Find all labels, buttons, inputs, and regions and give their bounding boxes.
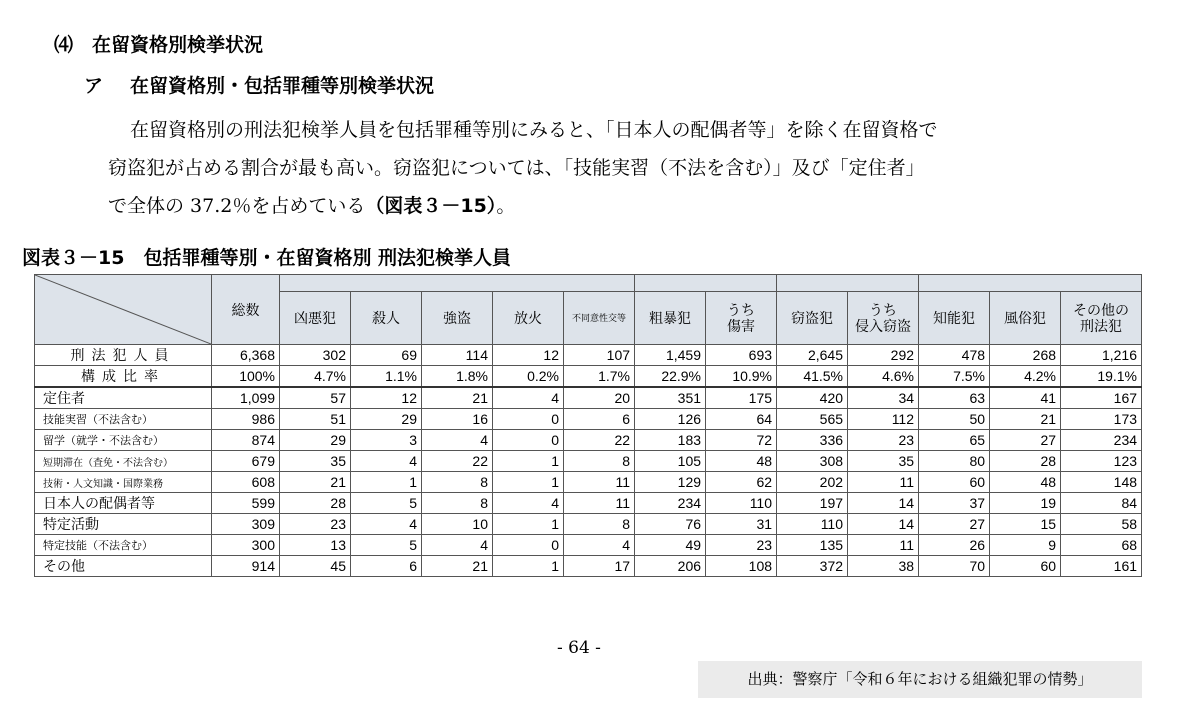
header-robbery: 強盗 <box>422 292 493 345</box>
header-intellectual: 知能犯 <box>919 292 990 345</box>
table-cell: 4 <box>422 535 493 556</box>
table-cell: 608 <box>212 472 280 493</box>
table-cell: 8 <box>564 451 635 472</box>
ratio-cell: 4.7% <box>280 366 351 388</box>
paragraph-line-3: で全体の 37.2％を占めている（図表３－15）。 <box>108 195 516 217</box>
table-cell: 35 <box>280 451 351 472</box>
table-cell: 19 <box>990 493 1061 514</box>
paragraph-line-2: 窃盗犯が占める割合が最も高い。窃盗犯については、「技能実習（不法を含む）」及び「定住者」 <box>108 157 925 179</box>
table-cell: 14 <box>848 493 919 514</box>
table-cell: 41 <box>990 387 1061 409</box>
summary-cell: 693 <box>706 345 777 366</box>
table-row <box>35 387 1142 409</box>
table-cell: 76 <box>635 514 706 535</box>
table-cell: 4 <box>351 451 422 472</box>
summary-cell: 2,645 <box>777 345 848 366</box>
table-cell: 135 <box>777 535 848 556</box>
table-row <box>35 430 1142 451</box>
header-heinous: 凶悪犯 <box>280 292 351 345</box>
table-cell: 4 <box>422 430 493 451</box>
table-cell: 161 <box>1061 556 1142 577</box>
table-cell: 21 <box>422 556 493 577</box>
ratio-cell: 0.2% <box>493 366 564 388</box>
row-label: 特定技能（不法含む） <box>35 535 212 556</box>
table-cell: 105 <box>635 451 706 472</box>
figure-caption: 図表３－15 包括罪種等別・在留資格別 刑法犯検挙人員 <box>22 247 512 269</box>
header-group-violent <box>635 275 777 292</box>
diagonal-line <box>35 275 211 344</box>
header-top-row <box>35 275 1142 292</box>
header-sexual: 不同意性交等 <box>564 292 635 345</box>
table-cell: 37 <box>919 493 990 514</box>
table-cell: 48 <box>990 472 1061 493</box>
table-cell: 28 <box>280 493 351 514</box>
ratio-cell: 22.9% <box>635 366 706 388</box>
table-cell: 8 <box>422 472 493 493</box>
header-group-others <box>919 275 1142 292</box>
table-row <box>35 451 1142 472</box>
header-group-heinous <box>280 275 635 292</box>
table-cell: 167 <box>1061 387 1142 409</box>
table-cell: 23 <box>848 430 919 451</box>
summary-cell: 1,459 <box>635 345 706 366</box>
table-cell: 13 <box>280 535 351 556</box>
summary-cell: 302 <box>280 345 351 366</box>
table-cell: 21 <box>280 472 351 493</box>
header-burglary: うち 侵入窃盗 <box>848 292 919 345</box>
table-cell: 22 <box>564 430 635 451</box>
ratio-cell: 1.8% <box>422 366 493 388</box>
table-cell: 9 <box>990 535 1061 556</box>
summary-cell: 268 <box>990 345 1061 366</box>
table-row <box>35 472 1142 493</box>
table-cell: 234 <box>635 493 706 514</box>
summary-cell: 114 <box>422 345 493 366</box>
header-total: 総数 <box>212 275 280 345</box>
header-violent: 粗暴犯 <box>635 292 706 345</box>
table-cell: 0 <box>493 430 564 451</box>
table-cell: 126 <box>635 409 706 430</box>
table-cell: 1 <box>493 514 564 535</box>
table-cell: 4 <box>493 387 564 409</box>
summary-cell: 12 <box>493 345 564 366</box>
row-label: 短期滞在（査免・不法含む） <box>35 451 212 472</box>
table-cell: 22 <box>422 451 493 472</box>
summary-cell: 107 <box>564 345 635 366</box>
subsection-mark: ア <box>84 75 104 97</box>
table-cell: 27 <box>990 430 1061 451</box>
table-cell: 60 <box>919 472 990 493</box>
subsection-title: 在留資格別・包括罪種等別検挙状況 <box>130 75 435 97</box>
table-cell: 5 <box>351 535 422 556</box>
table-cell: 300 <box>212 535 280 556</box>
table-cell: 8 <box>422 493 493 514</box>
section-title: ⑷ 在留資格別検挙状況 <box>54 34 264 56</box>
table-cell: 420 <box>777 387 848 409</box>
row-label: 日本人の配偶者等 <box>35 493 212 514</box>
summary-cell: 478 <box>919 345 990 366</box>
row-label: 特定活動 <box>35 514 212 535</box>
header-morals: 風俗犯 <box>990 292 1061 345</box>
table-cell: 112 <box>848 409 919 430</box>
table-cell: 6 <box>351 556 422 577</box>
table-cell: 28 <box>990 451 1061 472</box>
table-cell: 1 <box>493 472 564 493</box>
page-number: - 64 - <box>557 638 601 658</box>
row-label: その他 <box>35 556 212 577</box>
table-cell: 309 <box>212 514 280 535</box>
table-cell: 51 <box>280 409 351 430</box>
table-cell: 6 <box>564 409 635 430</box>
arrest-table <box>34 274 1142 577</box>
table-cell: 11 <box>848 472 919 493</box>
table-cell: 38 <box>848 556 919 577</box>
table-cell: 48 <box>706 451 777 472</box>
table-cell: 11 <box>564 472 635 493</box>
table-row <box>35 556 1142 577</box>
table-cell: 62 <box>706 472 777 493</box>
table-cell: 10 <box>422 514 493 535</box>
table-row <box>35 493 1142 514</box>
table-cell: 202 <box>777 472 848 493</box>
table-row <box>35 535 1142 556</box>
table-cell: 80 <box>919 451 990 472</box>
table-cell: 57 <box>280 387 351 409</box>
table-cell: 11 <box>564 493 635 514</box>
summary-cell: 1,216 <box>1061 345 1142 366</box>
table-cell: 49 <box>635 535 706 556</box>
ratio-cell: 1.1% <box>351 366 422 388</box>
table-cell: 1 <box>493 556 564 577</box>
table-cell: 14 <box>848 514 919 535</box>
table-cell: 60 <box>990 556 1061 577</box>
header-theft: 窃盗犯 <box>777 292 848 345</box>
table-cell: 129 <box>635 472 706 493</box>
table-cell: 1 <box>351 472 422 493</box>
table-cell: 874 <box>212 430 280 451</box>
table-cell: 68 <box>1061 535 1142 556</box>
table-cell: 23 <box>706 535 777 556</box>
body-paragraph <box>108 111 1170 225</box>
table-cell: 372 <box>777 556 848 577</box>
table-cell: 565 <box>777 409 848 430</box>
table-cell: 70 <box>919 556 990 577</box>
table-cell: 351 <box>635 387 706 409</box>
ratio-cell: 4.6% <box>848 366 919 388</box>
ratio-cell: 41.5% <box>777 366 848 388</box>
table-cell: 110 <box>706 493 777 514</box>
table-cell: 5 <box>351 493 422 514</box>
table-body <box>35 345 1142 577</box>
ratio-cell: 4.2% <box>990 366 1061 388</box>
header-group-theft <box>777 275 919 292</box>
table-cell: 35 <box>848 451 919 472</box>
table-cell: 17 <box>564 556 635 577</box>
table-cell: 15 <box>990 514 1061 535</box>
source-note: 出典：警察庁「令和６年における組織犯罪の情勢」 <box>698 661 1142 698</box>
header-murder: 殺人 <box>351 292 422 345</box>
table-cell: 11 <box>848 535 919 556</box>
header-other: その他の 刑法犯 <box>1061 292 1142 345</box>
row-label: 技能実習（不法含む） <box>35 409 212 430</box>
table-row <box>35 514 1142 535</box>
table-cell: 679 <box>212 451 280 472</box>
table-cell: 175 <box>706 387 777 409</box>
table-cell: 26 <box>919 535 990 556</box>
summary-cell: 292 <box>848 345 919 366</box>
table-cell: 123 <box>1061 451 1142 472</box>
table-cell: 0 <box>493 409 564 430</box>
table-cell: 34 <box>848 387 919 409</box>
table-cell: 986 <box>212 409 280 430</box>
table-cell: 308 <box>777 451 848 472</box>
table-cell: 64 <box>706 409 777 430</box>
row-label: 技術・人文知識・国際業務 <box>35 472 212 493</box>
table-cell: 1 <box>493 451 564 472</box>
table-cell: 12 <box>351 387 422 409</box>
table-cell: 45 <box>280 556 351 577</box>
table-cell: 914 <box>212 556 280 577</box>
subsection-heading <box>84 71 434 98</box>
figure-reference: （図表３－15） <box>365 195 497 217</box>
table-cell: 8 <box>564 514 635 535</box>
table-cell: 148 <box>1061 472 1142 493</box>
table-cell: 27 <box>919 514 990 535</box>
ratio-row <box>35 366 1142 388</box>
table-cell: 63 <box>919 387 990 409</box>
table-cell: 599 <box>212 493 280 514</box>
table-cell: 58 <box>1061 514 1142 535</box>
ratio-cell: 1.7% <box>564 366 635 388</box>
ratio-label: 構成比率 <box>35 366 212 388</box>
table-cell: 23 <box>280 514 351 535</box>
table-cell: 29 <box>280 430 351 451</box>
table-cell: 72 <box>706 430 777 451</box>
summary-row <box>35 345 1142 366</box>
table-cell: 20 <box>564 387 635 409</box>
table-cell: 1,099 <box>212 387 280 409</box>
table-cell: 16 <box>422 409 493 430</box>
table-cell: 3 <box>351 430 422 451</box>
table-cell: 336 <box>777 430 848 451</box>
table-row <box>35 409 1142 430</box>
table-cell: 4 <box>493 493 564 514</box>
table-cell: 21 <box>990 409 1061 430</box>
table-cell: 29 <box>351 409 422 430</box>
table-cell: 31 <box>706 514 777 535</box>
ratio-cell: 100% <box>212 366 280 388</box>
table-cell: 197 <box>777 493 848 514</box>
table-cell: 21 <box>422 387 493 409</box>
table-cell: 108 <box>706 556 777 577</box>
ratio-cell: 19.1% <box>1061 366 1142 388</box>
row-label: 定住者 <box>35 387 212 409</box>
table-cell: 4 <box>351 514 422 535</box>
header-injury: うち 傷害 <box>706 292 777 345</box>
paragraph-line-1: 在留資格別の刑法犯検挙人員を包括罪種等別にみると、「日本人の配偶者等」を除く在留資格で <box>130 119 938 141</box>
summary-label: 刑法犯人員 <box>35 345 212 366</box>
row-label: 留学（就学・不法含む） <box>35 430 212 451</box>
table-cell: 84 <box>1061 493 1142 514</box>
table-cell: 183 <box>635 430 706 451</box>
table-cell: 173 <box>1061 409 1142 430</box>
corner-cell <box>35 275 212 345</box>
table-cell: 4 <box>564 535 635 556</box>
table-cell: 65 <box>919 430 990 451</box>
table-cell: 206 <box>635 556 706 577</box>
table-cell: 50 <box>919 409 990 430</box>
table-cell: 0 <box>493 535 564 556</box>
summary-cell: 6,368 <box>212 345 280 366</box>
table-cell: 110 <box>777 514 848 535</box>
header-arson: 放火 <box>493 292 564 345</box>
table-cell: 234 <box>1061 430 1142 451</box>
summary-cell: 69 <box>351 345 422 366</box>
ratio-cell: 10.9% <box>706 366 777 388</box>
ratio-cell: 7.5% <box>919 366 990 388</box>
